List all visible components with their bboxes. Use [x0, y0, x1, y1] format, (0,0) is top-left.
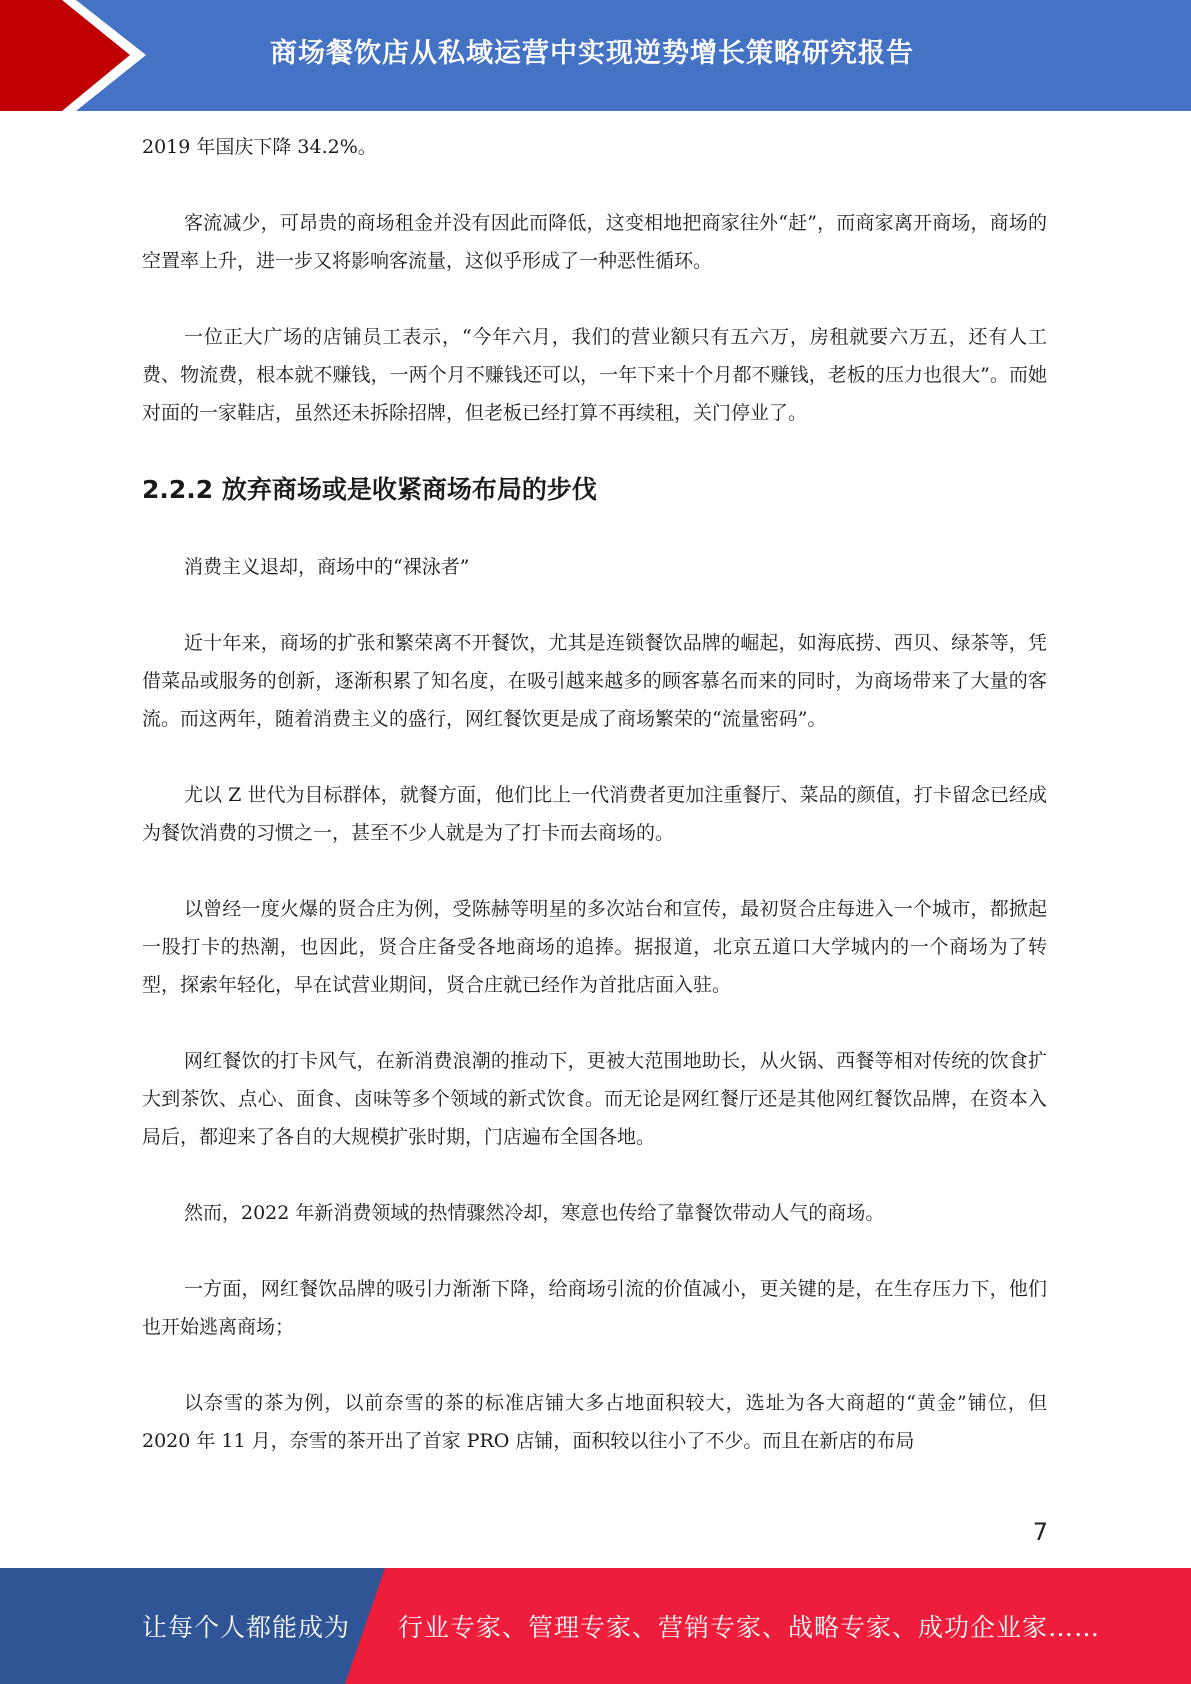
paragraph: 消费主义退却，商场中的“裸泳者”: [184, 556, 470, 578]
report-title: 商场餐饮店从私域运营中实现逆势增长策略研究报告: [270, 37, 914, 69]
paragraph: 一位正大广场的店铺员工表示，“今年六月，我们的营业额只有五六万，房租就要六万五，还有人工费、物流费，根本就不赚钱，一两个月不赚钱还可以，一年下来十个月都不赚钱，老板的压力也很大”。而她对面的一家鞋店，虽然还未拆除招牌，但老板已经打算不再续租，关门停业了。: [142, 326, 1047, 424]
paragraph: 以曾经一度火爆的贤合庄为例，受陈赫等明星的多次站台和宣传，最初贤合庄每进入一个城市，都掀起一股打卡的热潮，也因此，贤合庄备受各地商场的追捧。据报道，北京五道口大学城内的一个商场为了转型，探索年轻化，早在试营业期间，贤合庄就已经作为首批店面入驻。: [142, 898, 1047, 996]
page-header: [0, 0, 1191, 111]
paragraph: 网红餐饮的打卡风气，在新消费浪潮的推动下，更被大范围地助长，从火锅、西餐等相对传统的饮食扩大到茶饮、点心、面食、卤味等多个领域的新式饮食。而无论是网红餐厅还是其他网红餐饮品牌，在资本入局后，都迎来了各自的大规模扩张时期，门店遍布全国各地。: [142, 1050, 1047, 1148]
page-footer: [0, 1568, 1191, 1684]
header-arrow-icon: [0, 0, 170, 111]
paragraph-intro: 2019 年国庆下降 34.2%。: [142, 136, 377, 158]
footer-slogan-right: 行业专家、管理专家、营销专家、战略专家、成功企业家……: [398, 1613, 1101, 1642]
paragraph: 近十年来，商场的扩张和繁荣离不开餐饮，尤其是连锁餐饮品牌的崛起，如海底捞、西贝、绿茶等，凭借菜品或服务的创新，逐渐积累了知名度，在吸引越来越多的顾客慕名而来的同时，为商场带来了大量的客流。而这两年，随着消费主义的盛行，网红餐饮更是成了商场繁荣的“流量密码”。: [142, 632, 1047, 730]
footer-slogan-left: 让每个人都能成为: [142, 1613, 351, 1642]
paragraph: 然而，2022 年新消费领域的热情骤然冷却，寒意也传给了靠餐饮带动人气的商场。: [184, 1202, 885, 1224]
page-number: 7: [1032, 1518, 1048, 1546]
main-content: [142, 128, 1047, 1498]
paragraph: 一方面，网红餐饮品牌的吸引力渐渐下降，给商场引流的价值减小，更关键的是，在生存压力下，他们也开始逃离商场；: [142, 1278, 1047, 1338]
paragraph: 客流减少，可昂贵的商场租金并没有因此而降低，这变相地把商家往外“赶”，而商家离开商场，商场的空置率上升，进一步又将影响客流量，这似乎形成了一种恶性循环。: [142, 212, 1047, 272]
paragraph: 尤以 Z 世代为目标群体，就餐方面，他们比上一代消费者更加注重餐厅、菜品的颜值，打卡留念已经成为餐饮消费的习惯之一，甚至不少人就是为了打卡而去商场的。: [142, 784, 1047, 844]
section-heading: 2.2.2 放弃商场或是收紧商场布局的步伐: [142, 475, 597, 504]
paragraph: 以奈雪的茶为例，以前奈雪的茶的标准店铺大多占地面积较大，选址为各大商超的“黄金”铺位，但 2020 年 11 月，奈雪的茶开出了首家 PRO 店铺，面积较以往小了不少。而且在新店的布局: [142, 1392, 1047, 1452]
